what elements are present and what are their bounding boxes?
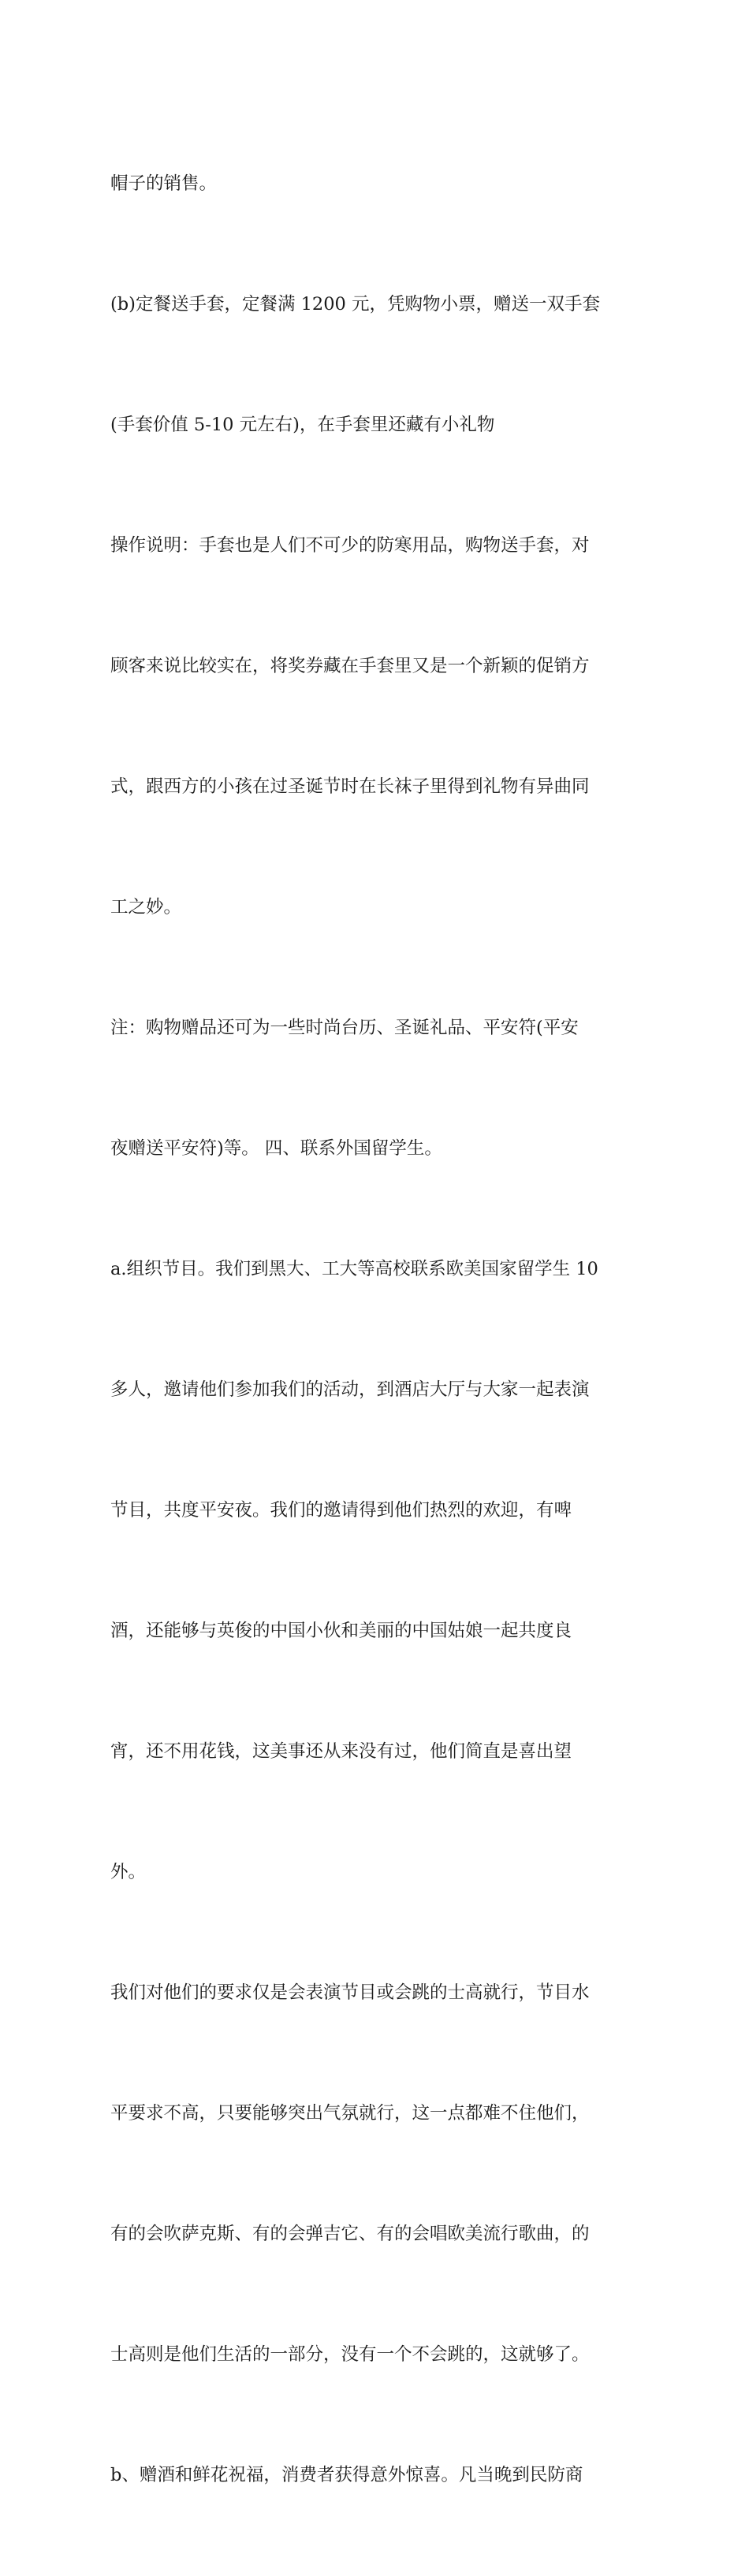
text-line: 有的会吹萨克斯、有的会弹吉它、有的会唱欧美流行歌曲，的 bbox=[110, 2224, 590, 2244]
text-line: 宵，还不用花钱，这美事还从来没有过，他们简直是喜出望 bbox=[110, 1741, 572, 1762]
text-line: a.组织节目。我们到黑大、工大等高校联系欧美国家留学生 10 bbox=[110, 1259, 598, 1279]
text-line: 帽子的销售。 bbox=[110, 173, 218, 194]
text-line: 外。 bbox=[110, 1862, 147, 1882]
text-line: 节目，共度平安夜。我们的邀请得到他们热烈的欢迎，有啤 bbox=[110, 1500, 572, 1521]
document-body bbox=[110, 84, 647, 2576]
text-line: 注：购物赠品还可为一些时尚台历、圣诞礼品、平安符(平安 bbox=[110, 1018, 579, 1038]
text-line: 平要求不高，只要能够突出气氛就行，这一点都难不住他们， bbox=[110, 2103, 590, 2124]
text-line: (b)定餐送手套，定餐满 1200 元，凭购物小票，赠送一双手套 bbox=[110, 294, 601, 315]
text-line: 夜赠送平安符)等。 四、联系外国留学生。 bbox=[110, 1138, 442, 1159]
text-line: 顾客来说比较实在，将奖券藏在手套里又是一个新颖的促销方 bbox=[110, 656, 590, 676]
text-line: b、赠酒和鲜花祝福，消费者获得意外惊喜。凡当晚到民防商 bbox=[110, 2465, 583, 2485]
text-line: (手套价值 5-10 元左右)，在手套里还藏有小礼物 bbox=[110, 415, 495, 435]
text-line: 式，跟西方的小孩在过圣诞节时在长袜子里得到礼物有异曲同 bbox=[110, 776, 590, 797]
text-line: 操作说明：手套也是人们不可少的防寒用品，购物送手套，对 bbox=[110, 535, 590, 556]
text-line: 士高则是他们生活的一部分，没有一个不会跳的，这就够了。 bbox=[110, 2344, 590, 2365]
text-line: 我们对他们的要求仅是会表演节目或会跳的士高就行，节目水 bbox=[110, 1982, 590, 2003]
text-line: 多人，邀请他们参加我们的活动，到酒店大厅与大家一起表演 bbox=[110, 1379, 590, 1400]
text-line: 酒，还能够与英俊的中国小伙和美丽的中国姑娘一起共度良 bbox=[110, 1621, 572, 1641]
text-line: 工之妙。 bbox=[110, 897, 182, 918]
